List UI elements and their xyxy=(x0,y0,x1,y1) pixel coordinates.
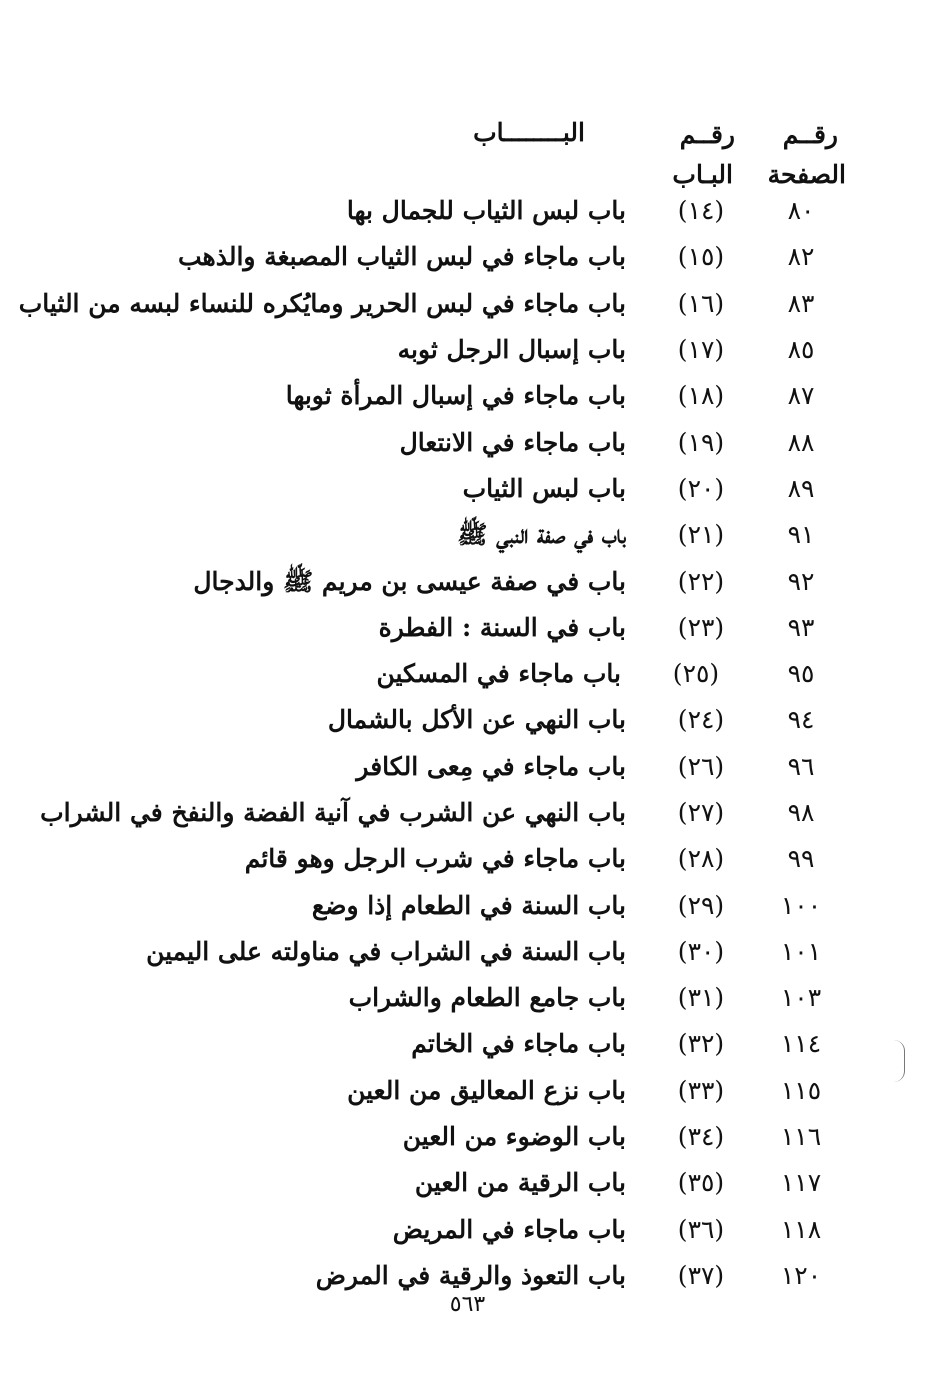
entry-chapter-number: (٣٧) xyxy=(677,1260,725,1290)
entry-chapter-title: باب جامع الطعام والشراب xyxy=(348,983,626,1013)
chapter-column-header-line2: البـاب xyxy=(672,160,733,189)
entry-chapter-number: (٢٣) xyxy=(677,612,725,642)
entry-page-number: ٨٣ xyxy=(787,288,815,318)
index-entry-row xyxy=(0,234,951,280)
index-entry-row xyxy=(0,790,951,836)
page-number: ٥٦٣ xyxy=(449,1292,486,1317)
entry-chapter-title: باب التعوذ والرقية في المرض xyxy=(315,1260,626,1290)
entry-chapter-title: باب في السنة : الفطرة xyxy=(378,612,626,642)
entry-chapter-number: (١٨) xyxy=(677,381,725,411)
index-entry-row xyxy=(0,882,951,928)
entry-chapter-number: (٢٤) xyxy=(677,705,725,735)
entry-page-number: ٩٤ xyxy=(787,705,815,735)
entry-chapter-number: (٢٠) xyxy=(677,473,725,503)
entry-chapter-title: باب الرقية من العين xyxy=(414,1168,626,1198)
entry-chapter-title: باب ماجاء في المريض xyxy=(392,1214,626,1244)
entry-chapter-number: (٣٢) xyxy=(677,1029,725,1059)
entry-chapter-title: باب الوضوء من العين xyxy=(402,1122,626,1152)
index-entry-row xyxy=(0,512,951,558)
index-entries xyxy=(0,188,951,1299)
entry-page-number: ٩٩ xyxy=(787,844,815,874)
entry-chapter-title: باب السنة في الشراب في مناولته على اليمين xyxy=(146,936,626,966)
index-entry-row xyxy=(0,744,951,790)
entry-page-number: ١١٧ xyxy=(780,1168,822,1198)
index-entry-row xyxy=(0,605,951,651)
entry-page-number: ١٠٠ xyxy=(780,890,822,920)
entry-chapter-title: باب إسبال الرجل ثوبه xyxy=(397,335,626,365)
entry-chapter-number: (٢٦) xyxy=(677,751,725,781)
entry-chapter-number: (٢٨) xyxy=(677,844,725,874)
index-entry-row xyxy=(0,327,951,373)
entry-chapter-number: (١٦) xyxy=(677,288,725,318)
entry-chapter-title: باب لبس الثياب xyxy=(462,473,626,503)
entry-page-number: ٨٨ xyxy=(787,427,815,457)
index-entry-row xyxy=(0,281,951,327)
entry-page-number: ١١٦ xyxy=(780,1122,822,1152)
entry-chapter-title: باب النهي عن الأكل بالشمال xyxy=(327,705,626,735)
entry-page-number: ٩٢ xyxy=(787,566,815,596)
entry-chapter-number: (١٥) xyxy=(677,242,725,272)
index-entry-row xyxy=(0,1207,951,1253)
entry-chapter-title: باب ماجاء في لبس الثياب المصبغة والذهب xyxy=(178,242,626,272)
entry-page-number: ٩٦ xyxy=(787,751,815,781)
index-entry-row xyxy=(0,836,951,882)
index-entry-row xyxy=(0,188,951,234)
entry-page-number: ١١٥ xyxy=(780,1075,822,1105)
entry-chapter-number: (١٤) xyxy=(677,196,725,226)
index-entry-row xyxy=(0,1160,951,1206)
index-entry-row xyxy=(0,1021,951,1067)
entry-chapter-number: (١٩) xyxy=(677,427,725,457)
entry-chapter-number: (١٧) xyxy=(677,335,725,365)
entry-page-number: ١١٤ xyxy=(780,1029,822,1059)
index-entry-row xyxy=(0,419,951,465)
index-entry-row xyxy=(0,975,951,1021)
page-footer xyxy=(0,1292,951,1317)
index-entry-row xyxy=(0,1068,951,1114)
entry-chapter-number: (٢١) xyxy=(677,520,725,550)
entry-chapter-title: باب في صفة عيسى بن مريم ﷺ والدجال xyxy=(193,566,626,596)
entry-page-number: ٩١ xyxy=(787,520,815,550)
index-entry-row xyxy=(0,1114,951,1160)
entry-chapter-title: باب النهي عن الشرب في آنية الفضة والنفخ في الشراب xyxy=(40,798,626,827)
chapter-column-header-line1: رقــم xyxy=(679,120,735,149)
entry-chapter-number: (٣٥) xyxy=(677,1168,725,1198)
entry-chapter-number: (٢٧) xyxy=(677,798,725,827)
index-entry-row xyxy=(0,651,951,697)
entry-chapter-number: (٣٦) xyxy=(677,1214,725,1244)
entry-chapter-title: باب في صفة النبي ﷺ xyxy=(457,520,626,550)
entry-chapter-title: باب ماجاء في شرب الرجل وهو قائم xyxy=(244,844,626,874)
entry-chapter-number: (٣٠) xyxy=(677,936,725,966)
entry-chapter-title: باب ماجاء في الانتعال xyxy=(399,427,626,457)
margin-bracket-mark xyxy=(894,1040,905,1082)
entry-page-number: ١١٨ xyxy=(780,1214,822,1244)
entry-page-number: ٨٧ xyxy=(787,381,815,411)
entry-chapter-title: باب ماجاء في المسكين xyxy=(376,659,621,689)
index-entry-row xyxy=(0,466,951,512)
entry-chapter-title: باب لبس الثياب للجمال بها xyxy=(346,196,626,226)
entry-page-number: ٨٠ xyxy=(787,196,815,226)
entry-chapter-number: (٢٥) xyxy=(672,659,720,689)
index-entry-row xyxy=(0,373,951,419)
entry-page-number: ٩٥ xyxy=(787,659,815,689)
entry-chapter-title: باب ماجاء في لبس الحرير ومايُكره للنساء لبسه من الثياب xyxy=(18,288,626,318)
entry-page-number: ٩٣ xyxy=(787,612,815,642)
title-column-header: البــــــــاب xyxy=(473,118,585,147)
entry-page-number: ٩٨ xyxy=(787,798,815,827)
entry-chapter-number: (٢٢) xyxy=(677,566,725,596)
entry-page-number: ١٢٠ xyxy=(780,1260,822,1290)
entry-page-number: ٨٢ xyxy=(787,242,815,272)
index-entry-row xyxy=(0,697,951,743)
entry-chapter-title: باب ماجاء في مِعى الكافر xyxy=(356,751,626,781)
entry-page-number: ٨٩ xyxy=(787,473,815,503)
entry-page-number: ١٠٣ xyxy=(780,983,822,1013)
entry-chapter-number: (٣٤) xyxy=(677,1122,725,1152)
entry-chapter-number: (٢٩) xyxy=(677,890,725,920)
entry-chapter-number: (٣٣) xyxy=(677,1075,725,1105)
index-entry-row xyxy=(0,929,951,975)
page-column-header-line1: رقــم xyxy=(782,120,838,149)
entry-chapter-number: (٣١) xyxy=(677,983,725,1013)
entry-page-number: ٨٥ xyxy=(787,335,815,365)
page-column-header-line2: الصفحة xyxy=(767,160,846,189)
entry-chapter-title: باب ماجاء في إسبال المرأة ثوبها xyxy=(285,381,626,411)
entry-page-number: ١٠١ xyxy=(780,936,822,966)
index-entry-row xyxy=(0,558,951,604)
entry-chapter-title: باب السنة في الطعام إذا وضع xyxy=(311,890,626,920)
entry-chapter-title: باب ماجاء في الخاتم xyxy=(411,1029,626,1059)
entry-chapter-title: باب نزع المعاليق من العين xyxy=(347,1075,626,1105)
